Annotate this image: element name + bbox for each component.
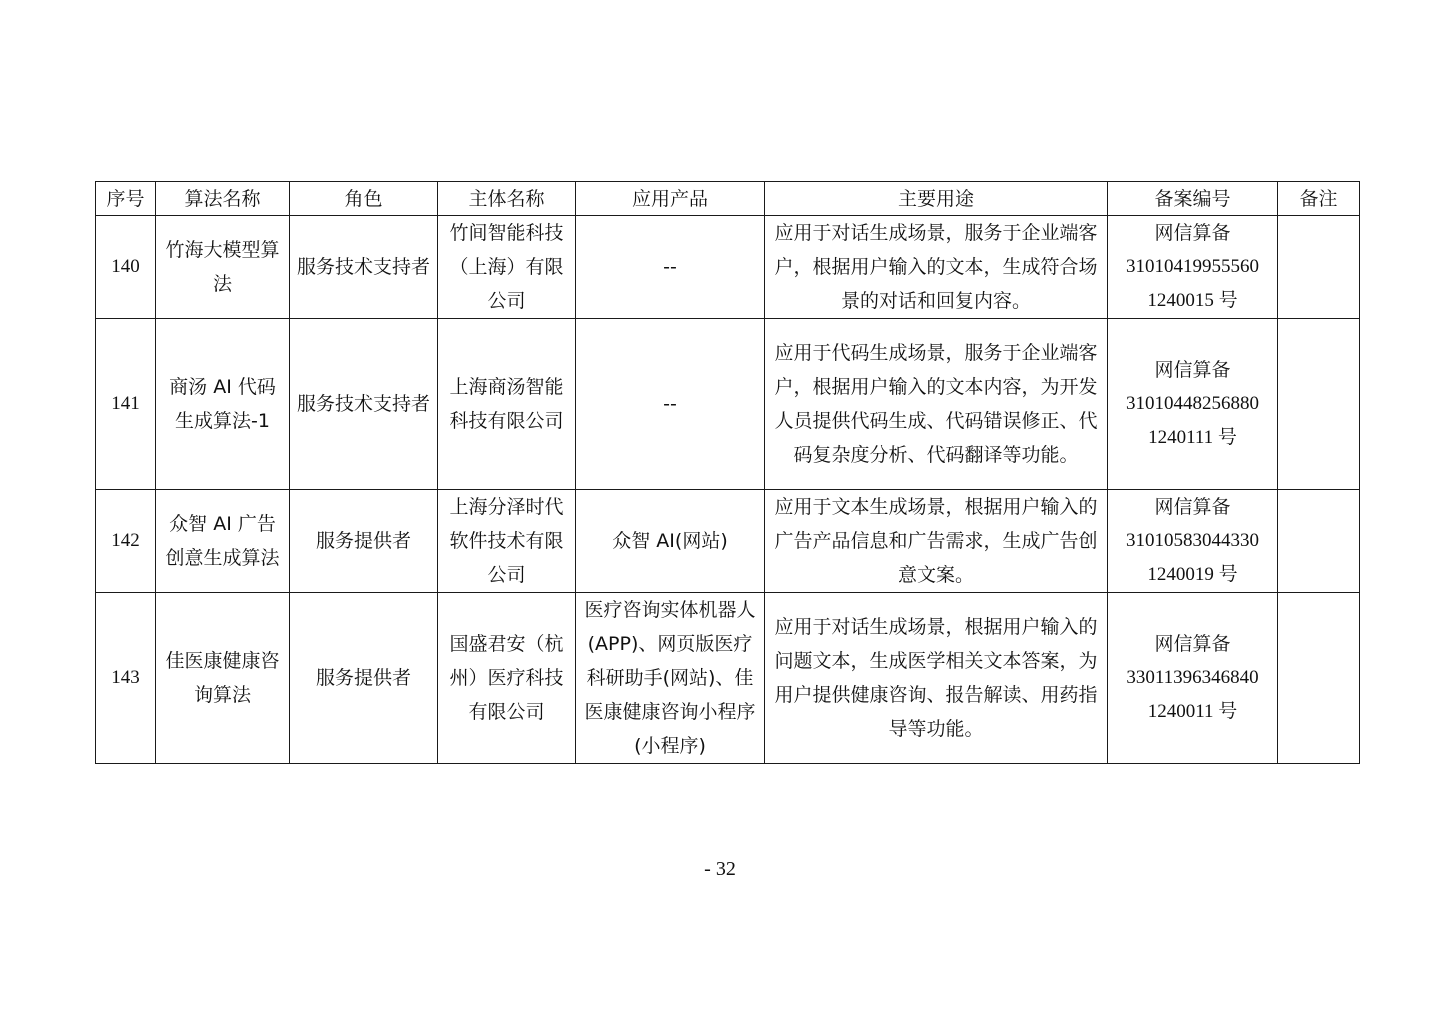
cell-entity: 竹间智能科技（上海）有限公司 xyxy=(438,216,576,319)
reg-prefix: 网信算备 xyxy=(1154,359,1231,381)
reg-prefix: 网信算备 xyxy=(1154,222,1231,244)
algorithm-registry-table xyxy=(95,181,1360,764)
cell-registration-no xyxy=(1108,593,1278,764)
cell-seq: 143 xyxy=(96,593,156,764)
header-product: 应用产品 xyxy=(576,182,765,216)
cell-usage: 应用于对话生成场景，根据用户输入的问题文本，生成医学相关文本答案，为用户提供健康咨询、报告解读、用药指导等功能。 xyxy=(765,593,1108,764)
cell-seq: 141 xyxy=(96,319,156,490)
cell-entity: 上海分泽时代软件技术有限公司 xyxy=(438,490,576,593)
cell-entity: 上海商汤智能科技有限公司 xyxy=(438,319,576,490)
cell-algorithm: 商汤 AI 代码生成算法-1 xyxy=(156,319,290,490)
reg-number: 33011396346840 xyxy=(1126,667,1259,688)
cell-seq: 140 xyxy=(96,216,156,319)
reg-suffix: 1240011 号 xyxy=(1147,701,1238,722)
page-number: - 32 xyxy=(704,858,736,880)
reg-suffix: 1240015 号 xyxy=(1147,290,1238,311)
cell-usage: 应用于代码生成场景，服务于企业端客户，根据用户输入的文本内容，为开发人员提供代码生成、代码错误修正、代码复杂度分析、代码翻译等功能。 xyxy=(765,319,1108,490)
cell-seq: 142 xyxy=(96,490,156,593)
cell-role: 服务技术支持者 xyxy=(290,216,438,319)
cell-product: 众智 AI(网站) xyxy=(576,490,765,593)
table-row xyxy=(96,216,1360,319)
table-row xyxy=(96,319,1360,490)
reg-number: 31010583044330 xyxy=(1126,530,1259,551)
header-algorithm-name: 算法名称 xyxy=(156,182,290,216)
cell-entity: 国盛君安（杭州）医疗科技有限公司 xyxy=(438,593,576,764)
header-remark: 备注 xyxy=(1278,182,1360,216)
cell-registration-no xyxy=(1108,319,1278,490)
cell-role: 服务技术支持者 xyxy=(290,319,438,490)
cell-algorithm: 众智 AI 广告创意生成算法 xyxy=(156,490,290,593)
cell-product: -- xyxy=(576,319,765,490)
reg-number: 31010419955560 xyxy=(1126,256,1259,277)
cell-product: -- xyxy=(576,216,765,319)
cell-remark xyxy=(1278,216,1360,319)
cell-usage: 应用于文本生成场景，根据用户输入的广告产品信息和广告需求，生成广告创意文案。 xyxy=(765,490,1108,593)
cell-product: 医疗咨询实体机器人(APP)、网页版医疗科研助手(网站)、佳医康健康咨询小程序(小程序) xyxy=(576,593,765,764)
cell-algorithm: 佳医康健康咨询算法 xyxy=(156,593,290,764)
cell-remark xyxy=(1278,319,1360,490)
cell-role: 服务提供者 xyxy=(290,593,438,764)
reg-number: 31010448256880 xyxy=(1126,393,1259,414)
cell-role: 服务提供者 xyxy=(290,490,438,593)
reg-suffix: 1240111 号 xyxy=(1148,427,1237,448)
header-registration-no: 备案编号 xyxy=(1108,182,1278,216)
cell-remark xyxy=(1278,593,1360,764)
cell-usage: 应用于对话生成场景，服务于企业端客户，根据用户输入的文本，生成符合场景的对话和回复内容。 xyxy=(765,216,1108,319)
table-row xyxy=(96,490,1360,593)
cell-registration-no xyxy=(1108,490,1278,593)
header-role: 角色 xyxy=(290,182,438,216)
header-entity-name: 主体名称 xyxy=(438,182,576,216)
cell-registration-no xyxy=(1108,216,1278,319)
reg-prefix: 网信算备 xyxy=(1154,633,1231,655)
cell-algorithm: 竹海大模型算法 xyxy=(156,216,290,319)
table-row xyxy=(96,593,1360,764)
header-usage: 主要用途 xyxy=(765,182,1108,216)
reg-prefix: 网信算备 xyxy=(1154,496,1231,518)
table-header-row xyxy=(96,182,1360,216)
header-seq: 序号 xyxy=(96,182,156,216)
reg-suffix: 1240019 号 xyxy=(1147,564,1238,585)
cell-remark xyxy=(1278,490,1360,593)
